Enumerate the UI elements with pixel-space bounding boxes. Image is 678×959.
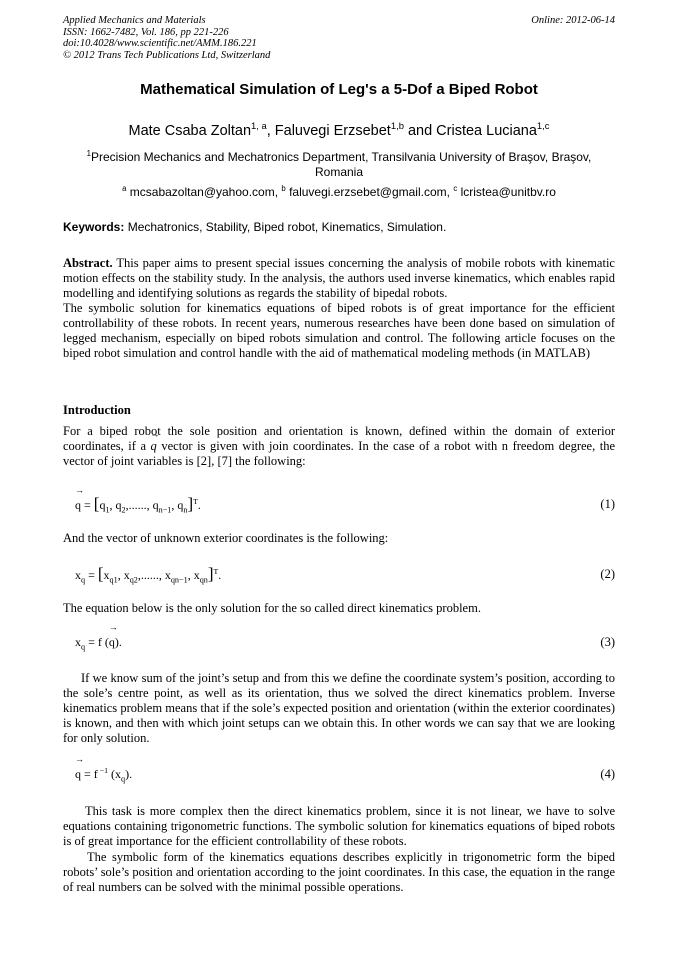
copyright-line: © 2012 Trans Tech Publications Ltd, Switzerland	[63, 49, 271, 61]
journal-metadata	[63, 15, 270, 61]
equation-formula: → q = f $^{-1}$ $(x_q)$.	[75, 764, 132, 784]
equation-3	[63, 632, 615, 652]
keywords-text: Mechatronics, Stability, Biped robot, Kinematics, Simulation.	[127, 220, 447, 234]
email-link[interactable]: faluvegi.erzsebet@gmail.com	[289, 185, 447, 199]
equation-number: (4)	[600, 767, 615, 781]
intro-paragraph: This task is more complex then the direct kinematics problem, since it is not linear, we have to solve equations containing trigonometric functions. The symbolic solution for kinematics equations of biped robots is of great importance for the efficient controllability of these robots.	[63, 804, 615, 848]
equation-4	[63, 764, 615, 784]
equation-formula: $x_q = f$ (→ q).	[75, 632, 122, 652]
intro-paragraph: If we know sum of the joint’s setup and from this we define the coordinate system’s position, according to the sole’s centre point, as well as its orientation, thus we solved the direct kinematics problem. Inverse kinematics problem means that if the sole’s expected position and orientation (within the exterior coordinates) is known, and then with which joint setups can we obtain this. In other words we can say that we are looking for only solution.	[63, 671, 615, 745]
intro-paragraph	[63, 424, 615, 469]
affiliation-mark: 1	[86, 149, 91, 158]
email-mark: c	[453, 184, 458, 193]
author-emails: $^a$ mcsabazoltan@yahoo.com, $^b$ faluvegi.erzsebet@gmail.com, $^c$ lcristea@unitbv.ro	[122, 184, 556, 199]
issn-line: ISSN: 1662-7482, Vol. 186, pp 221-226	[63, 26, 229, 38]
abstract-paragraph: This paper aims to present special issues concerning the analysis of mobile robots with kinematic motion effects on the stability study. In the analysis, the authors used inverse kinematics, which enables rapid modelling and identifying solutions as regards the stability of bipedal robots.	[63, 256, 615, 300]
equation-2	[63, 564, 615, 584]
intro-paragraph: And the vector of unknown exterior coordinates is the following:	[63, 531, 389, 545]
keywords	[63, 220, 615, 235]
email-mark: b	[281, 184, 286, 193]
author-separator: and	[403, 123, 437, 139]
author-affiliation-mark: 1,b	[390, 120, 404, 132]
abstract	[63, 256, 615, 361]
intro-paragraph: The symbolic form of the kinematics equations describes explicitly in trigonometric form the biped robots’ sole’s position and orientation according to the joint coordinates. In this case, the equation in the range of real numbers can be solved with the minimal possible operations.	[63, 850, 615, 894]
affiliation	[63, 150, 615, 180]
equation-number: (1)	[600, 497, 615, 511]
author-name: Mate Csaba Zoltan	[128, 123, 252, 139]
equation-number: (3)	[600, 635, 615, 649]
equation-1	[63, 494, 615, 514]
author-affiliation-mark: 1, a	[251, 120, 267, 132]
email-link[interactable]: lcristea@unitbv.ro	[460, 185, 556, 199]
abstract-label: Abstract.	[63, 256, 113, 270]
email-link[interactable]: mcsabazoltan@yahoo.com	[129, 185, 275, 199]
equation-formula: $x_q = [x_{q1}$, $x_{q2}$,......, $x_{qn-1}$, $x_{qn}]^T$.	[75, 564, 222, 585]
online-date: Online: 2012-06-14	[531, 15, 615, 26]
paper-title: Mathematical Simulation of Leg's a 5-Dof a Biped Robot	[140, 81, 538, 98]
body-text: For a biped robot the sole position and orientation is known, defined within the domain of exterior coordinates, if a	[63, 424, 615, 453]
affiliation-text: Precision Mechanics and Mechatronics Department, Transilvania University of Braşov, Braşov, Romania	[90, 150, 592, 179]
vector-q-symbol: → q	[151, 439, 157, 454]
author-name: Cristea Luciana	[436, 123, 537, 139]
journal-name: Applied Mechanics and Materials	[63, 15, 206, 26]
author-name: Faluvegi Erzsebet	[274, 123, 391, 139]
abstract-paragraph: The symbolic solution for kinematics equations of biped robots is of great importance for the efficient controllability of these robots. In recent years, numerous researches have been done based on simulation of legged mechanism, especially on biped robots simulation and control. The following article focuses on the biped robot simulation and control handle with the aid of mathematical modeling methods (in MATLAB)	[63, 301, 615, 360]
doi-line: doi:10.4028/www.scientific.net/AMM.186.221	[63, 38, 257, 49]
author-affiliation-mark: 1,c	[536, 120, 550, 132]
body-text: vector is given with join coordinates. In the case of a robot with n freedom degree, the vector of joint variables is [2], [7] the following:	[63, 439, 616, 468]
author-list	[63, 122, 615, 140]
equation-formula: → $q = [q_1$, $q_2$,......, $q_{n-1}$, $q_n]^T$.	[75, 494, 201, 515]
section-heading-introduction: Introduction	[63, 403, 131, 417]
email-mark: a	[122, 184, 127, 193]
equation-number: (2)	[600, 567, 615, 581]
keywords-label: Keywords:	[63, 220, 125, 234]
intro-paragraph: The equation below is the only solution for the so called direct kinematics problem.	[63, 601, 481, 615]
author-separator: ,	[266, 123, 275, 139]
